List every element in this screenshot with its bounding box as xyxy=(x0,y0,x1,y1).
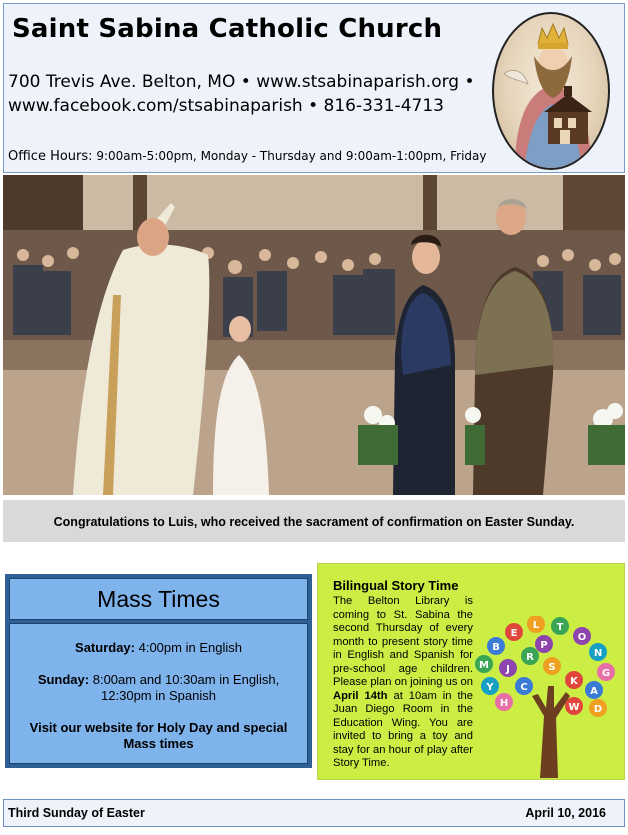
office-hours-value: 9:00am-5:00pm, Monday - Thursday and 9:00am-1:00pm, Friday xyxy=(92,149,487,163)
story-time-box xyxy=(317,563,625,780)
patron-saint-image xyxy=(492,12,610,170)
leaf-letter: L xyxy=(532,620,540,631)
leaf-letter: K xyxy=(570,676,578,687)
story-date: April 14th xyxy=(333,689,388,702)
leaf-letter: O xyxy=(577,632,587,643)
website-note-2: Mass times xyxy=(123,736,194,751)
bulletin-footer xyxy=(3,799,625,827)
office-hours xyxy=(8,149,486,164)
leaf-letter: S xyxy=(548,662,556,673)
sunday-time-1: 8:00am and 10:30am in English, xyxy=(89,672,280,687)
leaf-letter: M xyxy=(479,660,489,671)
sunday-time-2: 12:30pm in Spanish xyxy=(101,688,216,703)
leaf-letter: B xyxy=(492,642,500,653)
leaf-letter: H xyxy=(499,698,509,709)
leaf-letter: A xyxy=(590,686,598,697)
story-time-title: Bilingual Story Time xyxy=(333,578,459,593)
contact-address-website: 700 Trevis Ave. Belton, MO • www.stsabinaparish.org • xyxy=(8,72,475,92)
leaf-letter: W xyxy=(568,702,580,713)
tree-leaves xyxy=(475,616,615,717)
website-note-1: Visit our website for Holy Day and special xyxy=(29,720,288,735)
mass-times-title: Mass Times xyxy=(9,578,308,620)
office-hours-label: Office Hours: xyxy=(8,149,93,164)
mass-times-box xyxy=(5,574,312,768)
leaf-letter: R xyxy=(526,652,534,663)
confirmation-photo xyxy=(3,175,625,495)
sunday-label: Sunday: xyxy=(37,672,90,687)
leaf-letter: Y xyxy=(486,682,494,693)
mass-times-body xyxy=(9,623,308,764)
alphabet-tree-illustration xyxy=(474,616,619,778)
church-name: Saint Sabina Catholic Church xyxy=(12,14,443,44)
leaf-letter: J xyxy=(506,664,510,675)
photo-caption-bar xyxy=(3,500,625,542)
saturday-mass xyxy=(10,640,307,656)
story-text-1: The Belton Library is coming to St. Sabina the second Thursday of every month to present story time in English and Spanish for pre-school age children. Please plan on joining us on xyxy=(333,595,473,688)
liturgical-occasion: Third Sunday of Easter xyxy=(8,806,145,820)
contact-facebook-phone: www.facebook.com/stsabinaparish • 816-331-4713 xyxy=(8,96,444,116)
leaf-letter: T xyxy=(556,622,564,633)
story-text-2: at 10am in the Juan Diego Room in the Education Wing. You are invited to bring a toy and stay for an hour of play after Story Time. xyxy=(333,689,473,769)
leaf-letter: D xyxy=(593,704,603,715)
photo-caption: Congratulations to Luis, who received the sacrament of confirmation on Easter Sunday. xyxy=(53,515,575,529)
leaf-letter: G xyxy=(601,668,611,679)
saturday-time: 4:00pm in English xyxy=(135,640,242,655)
leaf-letter: C xyxy=(520,682,528,693)
sunday-mass xyxy=(10,672,307,688)
saturday-label: Saturday: xyxy=(75,640,135,655)
leaf-letter: E xyxy=(510,628,518,639)
leaf-letter: P xyxy=(540,640,548,651)
leaf-letter: N xyxy=(593,648,603,659)
bulletin-header xyxy=(3,3,625,173)
bulletin-date: April 10, 2016 xyxy=(525,806,606,820)
